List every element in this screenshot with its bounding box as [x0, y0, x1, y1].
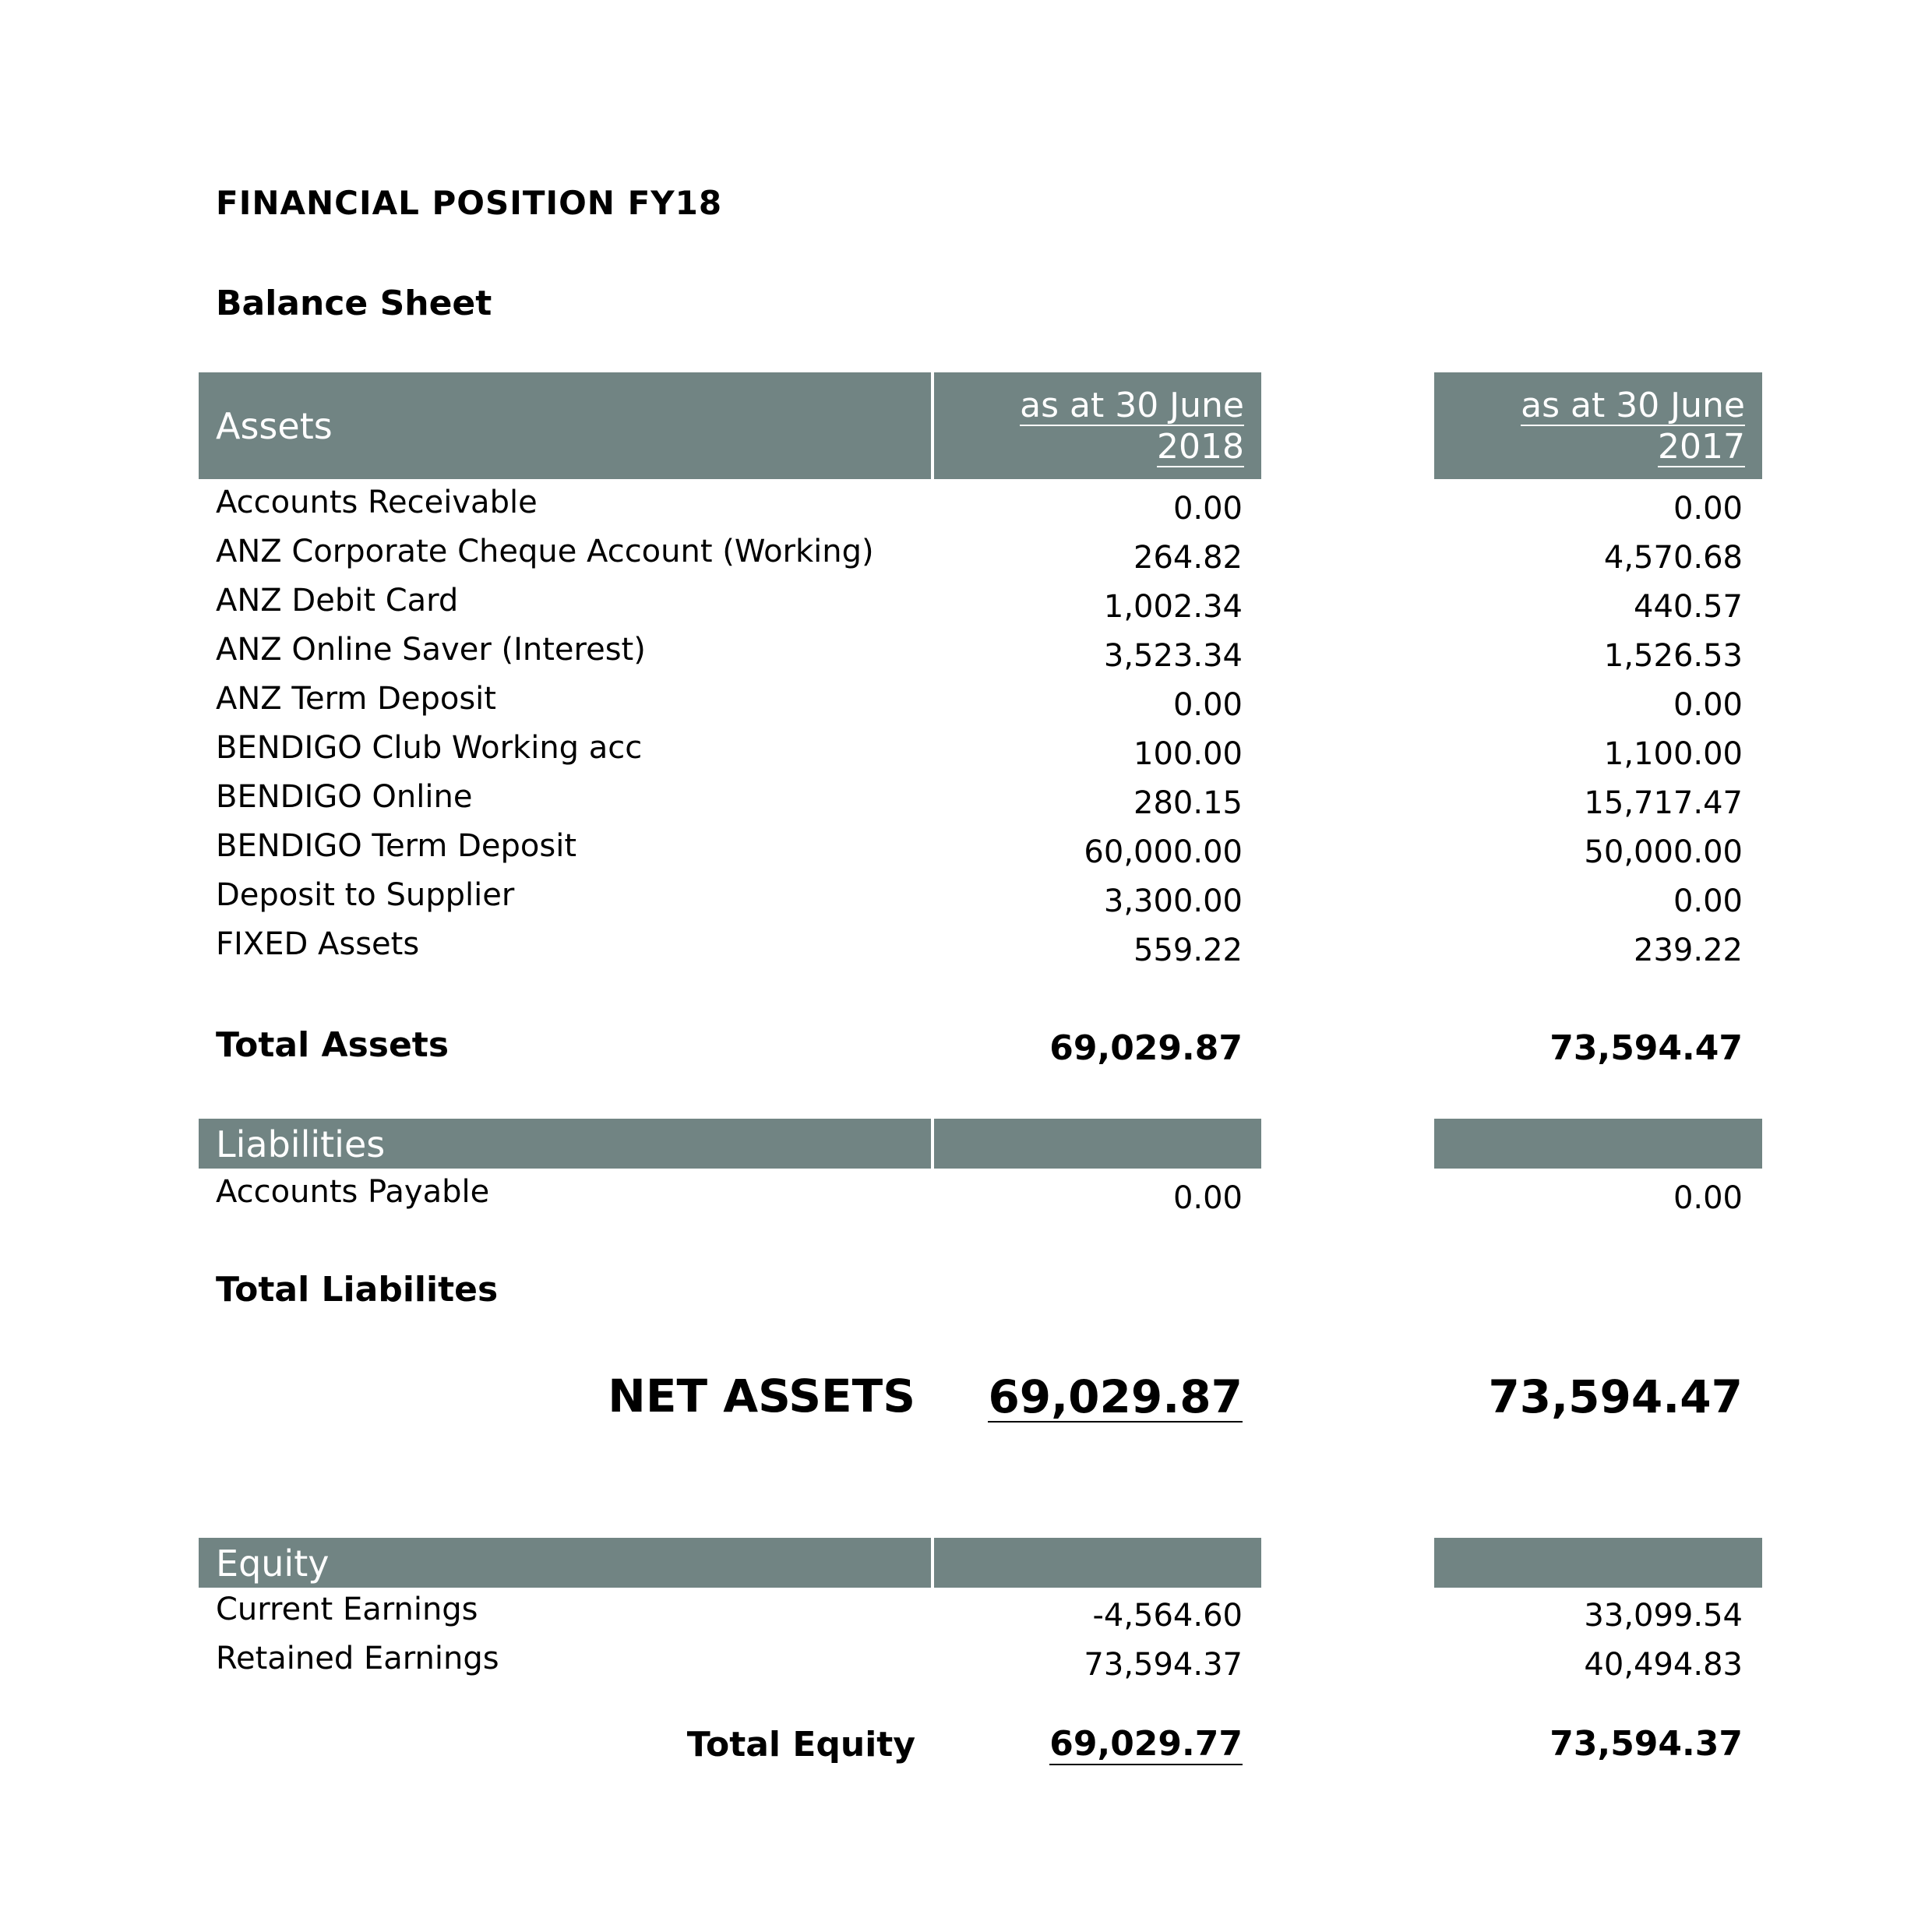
liability-row-value-2017: 0.00 — [1673, 1180, 1743, 1216]
page-subtitle: Balance Sheet — [216, 284, 492, 323]
liability-row-value-2018: 0.00 — [1172, 1180, 1243, 1216]
equity-row-label: Retained Earnings — [216, 1641, 499, 1676]
total-liabilities-label: Total Liabilites — [216, 1270, 499, 1310]
total-equity-2017: 73,594.37 — [1549, 1724, 1743, 1764]
net-assets-2017: 73,594.47 — [1488, 1370, 1743, 1423]
equity-band-2018 — [934, 1538, 1261, 1588]
asset-row-value-2017: 0.00 — [1673, 687, 1743, 723]
asset-row-value-2017: 239.22 — [1634, 933, 1743, 968]
asset-row-value-2018: 559.22 — [1133, 933, 1243, 968]
asset-row-value-2018: 264.82 — [1133, 540, 1243, 576]
column-header-2018 — [934, 372, 1261, 479]
asset-row-value-2018: 0.00 — [1172, 491, 1243, 527]
liability-row-label: Accounts Payable — [216, 1174, 490, 1210]
asset-row-label: ANZ Term Deposit — [216, 681, 496, 717]
equity-row-label: Current Earnings — [216, 1592, 478, 1627]
assets-heading: Assets — [216, 405, 333, 447]
page-title: FINANCIAL POSITION FY18 — [216, 184, 723, 222]
total-assets-2017: 73,594.47 — [1549, 1028, 1743, 1068]
asset-row-value-2017: 440.57 — [1634, 589, 1743, 625]
asset-row-value-2018: 3,300.00 — [1103, 883, 1243, 919]
assets-header-band — [199, 372, 931, 479]
asset-row-value-2017: 4,570.68 — [1603, 540, 1743, 576]
asset-row-label: BENDIGO Online — [216, 779, 473, 815]
equity-header-band — [199, 1538, 931, 1588]
liabilities-header-band — [199, 1119, 931, 1169]
equity-row-value-2017: 33,099.54 — [1584, 1598, 1743, 1634]
total-equity-2018: 69,029.77 — [1049, 1724, 1243, 1764]
column-2017-line1: as at 30 June — [1521, 386, 1745, 425]
column-header-2017 — [1434, 372, 1762, 479]
liabilities-band-2017 — [1434, 1119, 1762, 1169]
asset-row-value-2017: 15,717.47 — [1584, 785, 1743, 821]
net-assets-label: NET ASSETS — [608, 1370, 915, 1423]
asset-row-label: ANZ Corporate Cheque Account (Working) — [216, 534, 874, 569]
asset-row-label: ANZ Debit Card — [216, 583, 459, 619]
equity-heading: Equity — [216, 1542, 330, 1585]
asset-row-value-2017: 50,000.00 — [1584, 834, 1743, 870]
total-assets-2018: 69,029.87 — [1049, 1028, 1243, 1068]
asset-row-value-2018: 1,002.34 — [1103, 589, 1243, 625]
column-2017-line2: 2017 — [1658, 427, 1745, 467]
equity-row-value-2018: -4,564.60 — [1092, 1598, 1243, 1634]
asset-row-value-2018: 60,000.00 — [1084, 834, 1243, 870]
asset-row-value-2018: 0.00 — [1172, 687, 1243, 723]
liabilities-heading: Liabilities — [216, 1123, 386, 1165]
asset-row-value-2017: 0.00 — [1673, 883, 1743, 919]
asset-row-value-2017: 1,526.53 — [1603, 638, 1743, 674]
equity-row-value-2017: 40,494.83 — [1584, 1647, 1743, 1683]
asset-row-value-2017: 0.00 — [1673, 491, 1743, 527]
net-assets-2018: 69,029.87 — [988, 1370, 1243, 1423]
asset-row-label: Accounts Receivable — [216, 485, 538, 520]
asset-row-value-2017: 1,100.00 — [1603, 736, 1743, 772]
total-equity-label: Total Equity — [686, 1725, 915, 1765]
asset-row-label: ANZ Online Saver (Interest) — [216, 632, 646, 668]
equity-row-value-2018: 73,594.37 — [1084, 1647, 1243, 1683]
liabilities-band-2018 — [934, 1119, 1261, 1169]
asset-row-value-2018: 100.00 — [1133, 736, 1243, 772]
asset-row-label: BENDIGO Club Working acc — [216, 730, 643, 766]
total-assets-label: Total Assets — [216, 1025, 450, 1065]
asset-row-value-2018: 3,523.34 — [1103, 638, 1243, 674]
asset-row-label: BENDIGO Term Deposit — [216, 828, 577, 864]
asset-row-label: Deposit to Supplier — [216, 877, 515, 913]
asset-row-value-2018: 280.15 — [1133, 785, 1243, 821]
column-2018-line1: as at 30 June — [1020, 386, 1244, 425]
column-2018-line2: 2018 — [1157, 427, 1244, 467]
equity-band-2017 — [1434, 1538, 1762, 1588]
asset-row-label: FIXED Assets — [216, 926, 420, 962]
